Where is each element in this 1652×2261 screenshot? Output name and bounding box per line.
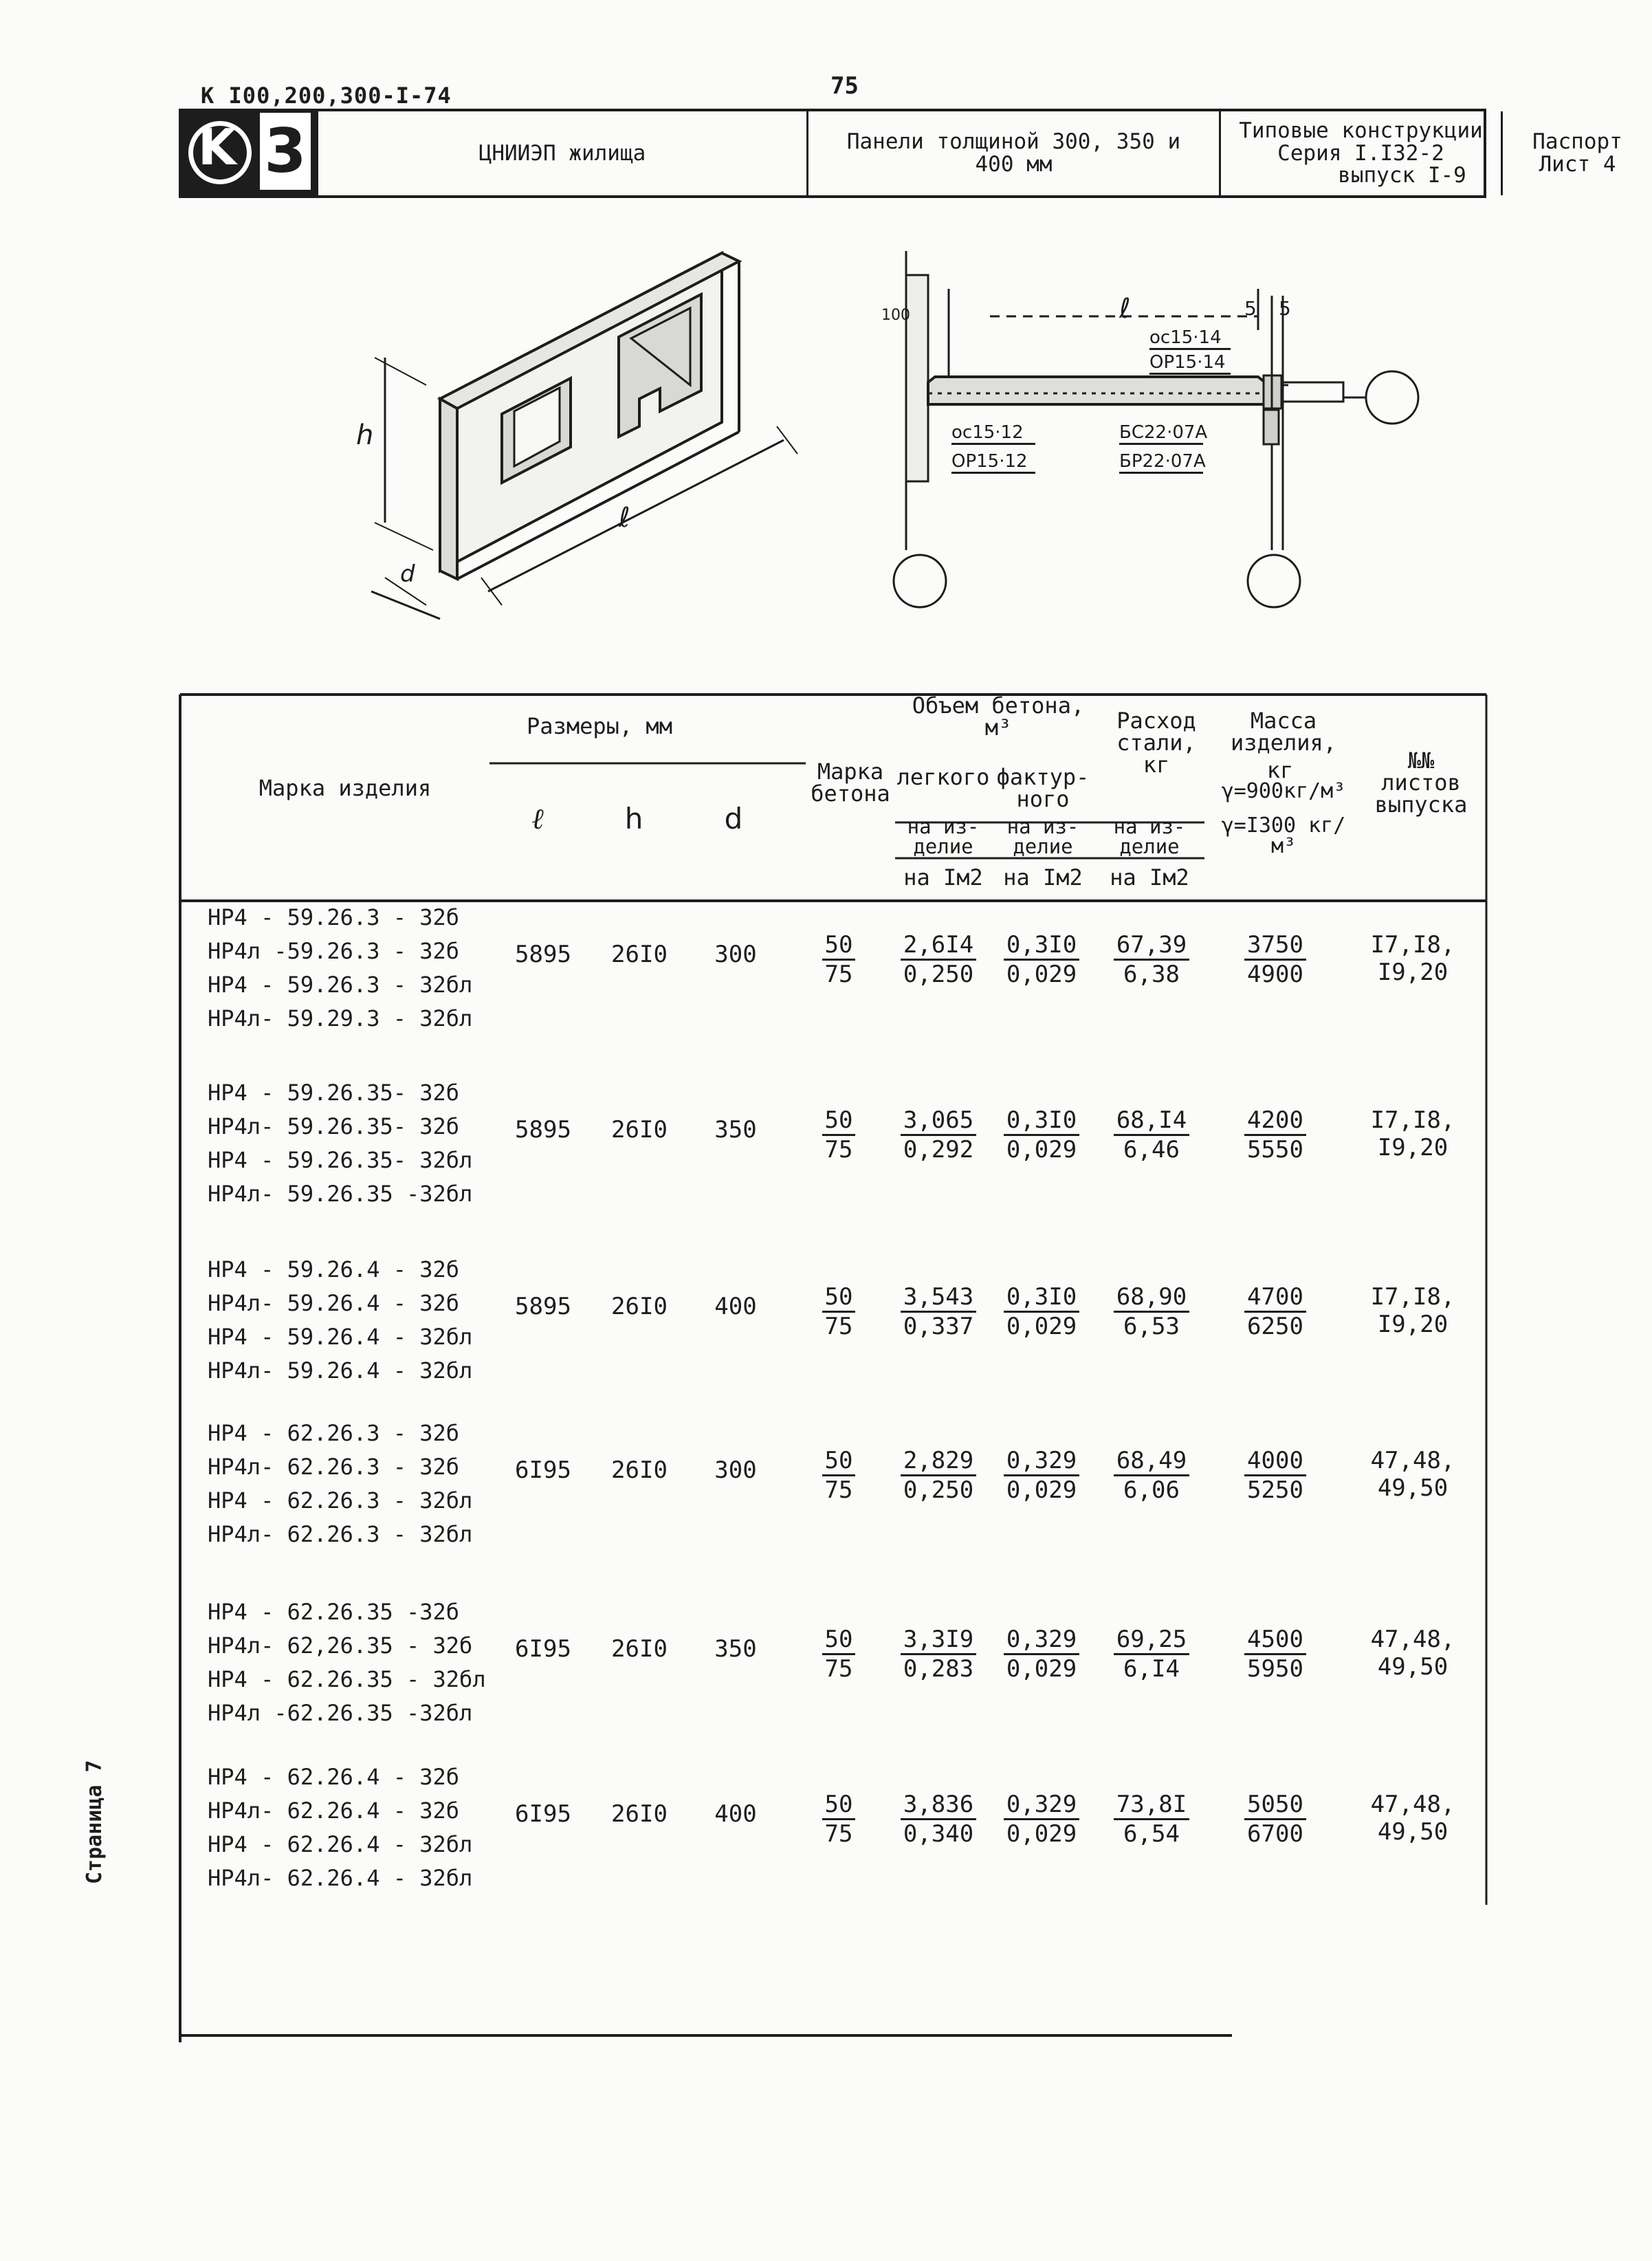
cell-mass [1231,1791,1320,1848]
cell-steel [1103,1626,1200,1683]
cell-height: 26I0 [611,1116,668,1144]
cell-thickness: 400 [714,1800,757,1828]
sheets-line: I9,20 [1377,1134,1449,1161]
col-header-h: h [624,802,643,835]
cell-facing-volume-per-item: 0,329 [1004,1626,1079,1655]
cell-facing-volume [993,931,1090,988]
series-line-2: Серия I.I32-2 [1277,140,1444,166]
cell-length: 6I95 [515,1456,571,1484]
cell-length: 5895 [515,941,571,968]
table-row-mark: НР4 - 62.26.4 - 32бл [208,1831,473,1857]
cell-height: 26I0 [611,941,668,968]
sheets-line: I9,20 [1377,1311,1449,1338]
cell-light-volume [890,1791,987,1848]
label-5b: 5 [1279,297,1291,320]
series-line-1: Типовые конструкции [1239,118,1483,144]
cell-facing-volume-per-m2: 0,029 [1006,1136,1077,1164]
label-h: h [356,419,374,451]
cell-light-volume-per-item: 3,543 [901,1283,976,1313]
table-row-mark: НР4л- 62.26.3 - 32б [208,1454,460,1480]
cell-light-volume-per-item: 2,829 [901,1447,976,1476]
cell-grade-per-m2: 75 [824,1136,853,1164]
cell-mass [1231,931,1320,988]
col-header-gamma-1300: γ=I300 кг/м³ [1221,813,1346,858]
cell-thickness: 300 [714,1456,757,1484]
col-header-grade: Марка бетона [811,758,890,807]
cell-length: 6I95 [515,1635,571,1663]
cell-mass-per-m2: 6250 [1247,1313,1303,1340]
cell-light-volume-per-item: 2,6I4 [901,931,976,961]
cell-light-volume-per-m2: 0,337 [903,1313,974,1340]
cell-facing-volume-per-item: 0,329 [1004,1447,1079,1476]
cell-light-volume-per-m2: 0,292 [903,1136,974,1164]
cell-light-volume-per-m2: 0,250 [903,961,974,988]
cell-grade-per-item: 50 [822,1106,856,1136]
cell-light-volume [890,1447,987,1504]
cell-grade-per-m2: 75 [824,1820,853,1848]
sheets-line: I9,20 [1377,959,1449,986]
cell-facing-volume-per-m2: 0,029 [1006,1820,1077,1848]
cell-sheets [1361,931,1464,986]
sheets-line: I7,I8, [1370,931,1455,959]
table-row-mark: НР4л- 59.29.3 - 32бл [208,1005,473,1031]
table-row-mark: НР4л -62.26.35 -32бл [208,1700,473,1726]
steel-per-m2: на Iм2 [1110,864,1189,891]
doc-type: Паспорт [1532,129,1622,155]
col-header-sheets: №№ листов выпуска [1374,747,1468,818]
facing-per-m2: на Iм2 [1003,864,1083,891]
cell-steel-per-m2: 6,I4 [1123,1655,1180,1683]
cell-light-volume-per-m2: 0,250 [903,1476,974,1504]
cell-facing-volume [993,1283,1090,1340]
label-op15-14: ОР15·14 [1149,352,1231,375]
cell-length: 5895 [515,1293,571,1320]
table-row-mark: НР4 - 59.26.4 - 32бл [208,1324,473,1350]
cell-mass-per-m2: 6700 [1247,1820,1303,1848]
document-code: К I00,200,300-I-74 [201,83,452,109]
sheets-line: 49,50 [1377,1474,1449,1502]
cell-length: 5895 [515,1116,571,1144]
ck-letter-icon: K [198,118,236,176]
cell-facing-volume [993,1106,1090,1164]
label-oc15-14: ос15·14 [1149,327,1231,350]
facing-per-item: на из-делие [1006,815,1079,858]
table-row-mark: НР4 - 62.26.3 - 32бл [208,1487,473,1514]
cell-height: 26I0 [611,1456,668,1484]
table-row-mark: НР4л- 62.26.4 - 32б [208,1798,460,1824]
cell-grade-per-item: 50 [822,1791,856,1820]
cell-steel [1103,931,1200,988]
cell-facing-volume-per-item: 0,3I0 [1004,1106,1079,1136]
cell-facing-volume-per-item: 0,3I0 [1004,931,1079,961]
cell-mass-per-item: 5050 [1244,1791,1306,1820]
cell-facing-volume [993,1791,1090,1848]
cell-sheets [1361,1106,1464,1161]
light-per-item: на из-делие [907,815,980,858]
cell-height: 26I0 [611,1800,668,1828]
sheets-line: 47,48, [1370,1626,1455,1653]
table-row-mark: НР4 - 59.26.3 - 32б [208,904,460,930]
cell-grade-per-m2: 75 [824,1655,853,1683]
cell-grade-per-item: 50 [822,1283,856,1313]
cell-mass [1231,1626,1320,1683]
cell-grade-per-m2: 75 [824,1476,853,1504]
cell-grade-per-m2: 75 [824,961,853,988]
table-row-mark: НР4л -59.26.3 - 32б [208,938,460,964]
cell-facing-volume-per-m2: 0,029 [1006,1655,1077,1683]
side-page-label: Страница 7 [82,1760,107,1884]
cell-facing-volume-per-item: 0,329 [1004,1791,1079,1820]
table-row-mark: НР4 - 62.26.3 - 32б [208,1420,460,1446]
cell-mass [1231,1447,1320,1504]
cell-height: 26I0 [611,1635,668,1663]
cell-mass [1231,1283,1320,1340]
cell-light-volume [890,1626,987,1683]
cell-thickness: 300 [714,941,757,968]
cell-steel-per-item: 67,39 [1114,931,1189,961]
cell-mass-per-item: 4000 [1244,1447,1306,1476]
cell-grade [804,1791,873,1848]
cell-steel [1103,1283,1200,1340]
cell-steel-per-m2: 6,06 [1123,1476,1180,1504]
table-row-mark: НР4 - 62.26.4 - 32б [208,1764,460,1790]
cell-facing-volume [993,1447,1090,1504]
col-header-sizes: Размеры, мм [527,713,672,739]
label-100: 100 [881,307,910,324]
cell-facing-volume-per-m2: 0,029 [1006,1313,1077,1340]
cell-mass-per-item: 4500 [1244,1626,1306,1655]
cell-grade-per-item: 50 [822,931,856,961]
cell-grade [804,1626,873,1683]
label-l: ℓ [619,502,630,534]
cell-mass [1231,1106,1320,1164]
steel-per-item: на из-делие [1113,815,1186,858]
cell-facing-volume-per-m2: 0,029 [1006,1476,1077,1504]
label-l2: ℓ [1119,293,1131,325]
cell-steel-per-item: 68,I4 [1114,1106,1189,1136]
series-line-3: выпуск I-9 [1338,163,1466,188]
cell-steel-per-m2: 6,46 [1123,1136,1180,1164]
cell-sheets [1361,1791,1464,1846]
org-name: ЦНИИЭП жилища [478,140,646,166]
sheets-line: 49,50 [1377,1653,1449,1681]
cell-sheets [1361,1283,1464,1338]
cell-light-volume-per-item: 3,065 [901,1106,976,1136]
col-header-mark: Марка изделия [258,775,432,801]
table-row-mark: НР4 - 59.26.3 - 32бл [208,972,473,998]
label-bc22: БС22·07А [1119,422,1203,445]
sheets-line: 47,48, [1370,1447,1455,1474]
table-row-mark: НР4л- 62.26.3 - 32бл [208,1521,473,1547]
cell-height: 26I0 [611,1293,668,1320]
cell-mass-per-m2: 4900 [1247,961,1303,988]
table-row-mark: НР4 - 59.26.4 - 32б [208,1256,460,1282]
col-header-gamma-900: γ=900кг/м³ [1221,779,1346,803]
label-bp22: БР22·07А [1119,451,1203,474]
col-header-l: ℓ [531,802,544,835]
cell-steel-per-item: 68,49 [1114,1447,1189,1476]
cell-light-volume [890,1283,987,1340]
col-header-d: d [724,802,743,835]
page-number: 75 [830,72,859,100]
table-row-mark: НР4 - 59.26.35- 32бл [208,1147,473,1173]
table-row-mark: НР4 - 59.26.35- 32б [208,1080,460,1106]
col-header-steel: Расход стали, кг [1116,708,1196,778]
cell-grade [804,1447,873,1504]
cell-grade-per-item: 50 [822,1447,856,1476]
document-title: Панели толщиной 300, 350 и 400 мм [846,129,1181,177]
cell-grade-per-item: 50 [822,1626,856,1655]
cell-grade [804,1283,873,1340]
table-row-mark: НР4л- 59.26.35 -32бл [208,1181,473,1207]
cell-mass-per-m2: 5550 [1247,1136,1303,1164]
label-op15-12: ОР15·12 [951,451,1035,474]
cell-steel-per-item: 68,90 [1114,1283,1189,1313]
logo-digit-icon: 3 [260,113,311,190]
col-header-mass-unit: кг [1266,757,1294,783]
cell-mass-per-item: 4700 [1244,1283,1306,1313]
cell-steel [1103,1791,1200,1848]
cell-light-volume-per-m2: 0,340 [903,1820,974,1848]
cell-grade [804,931,873,988]
cell-facing-volume-per-m2: 0,029 [1006,961,1077,988]
isometric-panel-drawing [371,253,797,619]
col-header-volume: Объем бетона, м³ [912,692,1085,741]
table-row-mark: НР4л- 62,26.35 - 32б [208,1632,473,1659]
cell-length: 6I95 [515,1800,571,1828]
table-row-mark: НР4 - 62.26.35 -32б [208,1599,460,1625]
col-header-light: легкого [896,764,990,790]
cell-light-volume [890,1106,987,1164]
cell-thickness: 400 [714,1293,757,1320]
col-header-mass: Масса изделия, [1230,708,1337,756]
sheets-line: 49,50 [1377,1818,1449,1846]
cell-light-volume-per-m2: 0,283 [903,1655,974,1683]
light-per-m2: на Iм2 [903,864,983,891]
label-d: d [400,560,415,588]
cell-steel [1103,1106,1200,1164]
cell-steel [1103,1447,1200,1504]
cell-mass-per-m2: 5250 [1247,1476,1303,1504]
cell-steel-per-m2: 6,38 [1123,961,1180,988]
sheet-number: Лист 4 [1539,152,1616,177]
label-5a: 5 [1244,297,1257,320]
table-row-mark: НР4л- 59.26.4 - 32бл [208,1357,473,1384]
table-row-mark: НР4л- 59.26.35- 32б [208,1113,460,1139]
cell-facing-volume [993,1626,1090,1683]
cell-facing-volume-per-item: 0,3I0 [1004,1283,1079,1313]
sheets-line: 47,48, [1370,1791,1455,1818]
table-row-mark: НР4л- 62.26.4 - 32бл [208,1865,473,1891]
label-oc15-12: ос15·12 [951,422,1035,445]
cell-thickness: 350 [714,1635,757,1663]
cell-mass-per-item: 4200 [1244,1106,1306,1136]
table-row-mark: НР4 - 62.26.35 - 32бл [208,1666,486,1692]
cell-grade [804,1106,873,1164]
cell-steel-per-item: 69,25 [1114,1626,1189,1655]
cell-steel-per-m2: 6,53 [1123,1313,1180,1340]
cell-steel-per-m2: 6,54 [1123,1820,1180,1848]
sheets-line: I7,I8, [1370,1106,1455,1134]
sheets-line: I7,I8, [1370,1283,1455,1311]
table-row-mark: НР4л- 59.26.4 - 32б [208,1290,460,1316]
cell-light-volume-per-item: 3,3I9 [901,1626,976,1655]
cell-thickness: 350 [714,1116,757,1144]
cell-sheets [1361,1626,1464,1681]
cell-light-volume-per-item: 3,836 [901,1791,976,1820]
cell-sheets [1361,1447,1464,1502]
cell-grade-per-m2: 75 [824,1313,853,1340]
cell-light-volume [890,931,987,988]
cell-steel-per-item: 73,8I [1114,1791,1189,1820]
col-header-facing: фактур-ного [996,764,1090,812]
cell-mass-per-m2: 5950 [1247,1655,1303,1683]
cell-mass-per-item: 3750 [1244,931,1306,961]
